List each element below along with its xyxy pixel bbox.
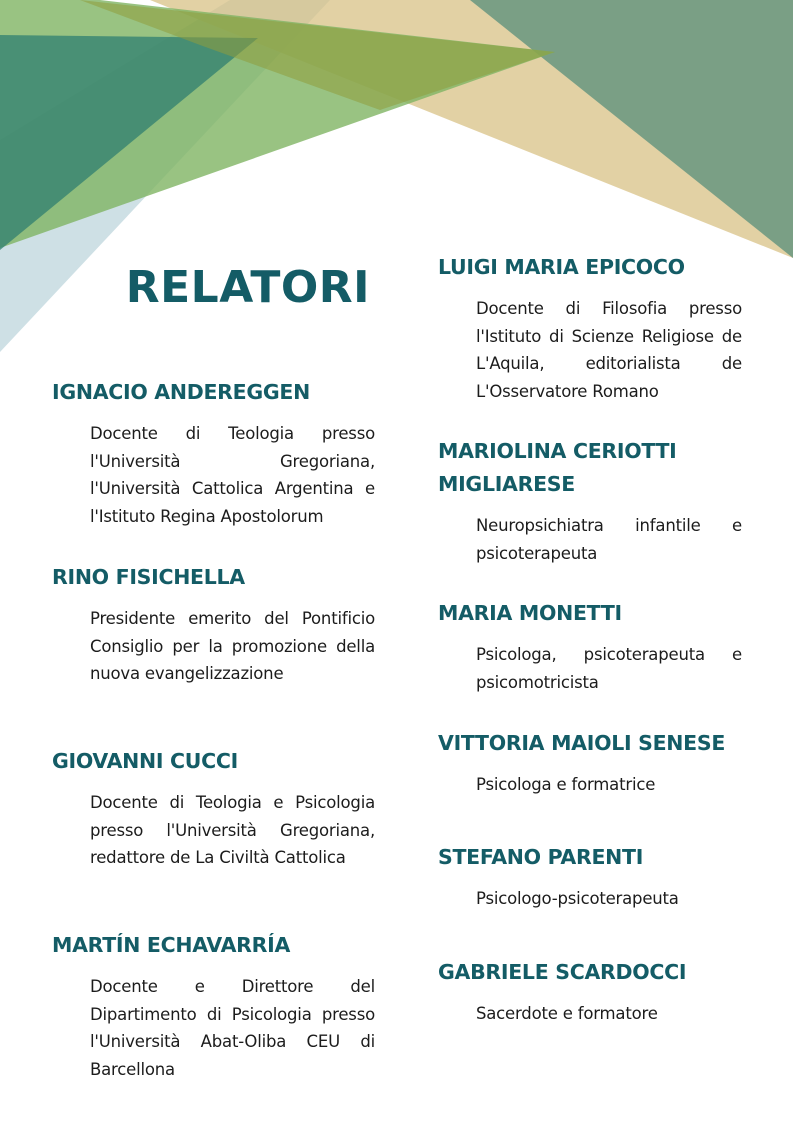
speaker-role: Docente di Filosofia presso l'Istituto di Scienze Religiose de L'Aquila, editorialista de L'Osservatore Romano xyxy=(476,299,742,401)
speaker-name: GIOVANNI CUCCI xyxy=(52,749,238,773)
speaker-entry xyxy=(438,597,742,696)
speaker-entry xyxy=(438,841,742,913)
speaker-name: MARIOLINA CERIOTTI MIGLIARESE xyxy=(438,439,677,496)
speaker-role: Neuropsichiatra infantile e psicoterapeuta xyxy=(476,516,742,563)
speaker-entry xyxy=(52,376,375,530)
speaker-entry xyxy=(438,435,742,567)
speaker-entry xyxy=(438,727,742,799)
speaker-role: Docente di Teologia e Psicologia presso l'Università Gregoriana, redattore de La Civiltà Cattolica xyxy=(90,793,375,867)
speaker-name: MARTÍN ECHAVARRÍA xyxy=(52,933,291,957)
speaker-entry xyxy=(438,251,742,405)
speaker-name: LUIGI MARIA EPICOCO xyxy=(438,255,685,279)
speaker-name: GABRIELE SCARDOCCI xyxy=(438,960,687,984)
speaker-role: Docente di Teologia presso l'Università Gregoriana, l'Università Cattolica Argentina e l'Istituto Regina Apostolorum xyxy=(90,424,375,526)
speaker-role: Psicologo-psicoterapeuta xyxy=(476,889,679,908)
speaker-entry xyxy=(52,561,375,688)
page-title: RELATORI xyxy=(125,262,370,313)
speaker-name: MARIA MONETTI xyxy=(438,601,622,625)
speaker-role: Psicologa, psicoterapeuta e psicomotricista xyxy=(476,645,742,692)
speaker-entry xyxy=(52,745,375,872)
speaker-role: Docente e Direttore del Dipartimento di Psicologia presso l'Università Abat-Oliba CEU di Barcellona xyxy=(90,977,375,1079)
speaker-entry xyxy=(52,929,375,1083)
speaker-role: Psicologa e formatrice xyxy=(476,775,656,794)
speaker-name: VITTORIA MAIOLI SENESE xyxy=(438,731,726,755)
speaker-entry xyxy=(438,956,742,1028)
speaker-role: Presidente emerito del Pontificio Consiglio per la promozione della nuova evangelizzazione xyxy=(90,609,375,683)
speaker-name: IGNACIO ANDEREGGEN xyxy=(52,380,310,404)
speaker-role: Sacerdote e formatore xyxy=(476,1004,658,1023)
speaker-name: RINO FISICHELLA xyxy=(52,565,245,589)
speaker-name: STEFANO PARENTI xyxy=(438,845,644,869)
